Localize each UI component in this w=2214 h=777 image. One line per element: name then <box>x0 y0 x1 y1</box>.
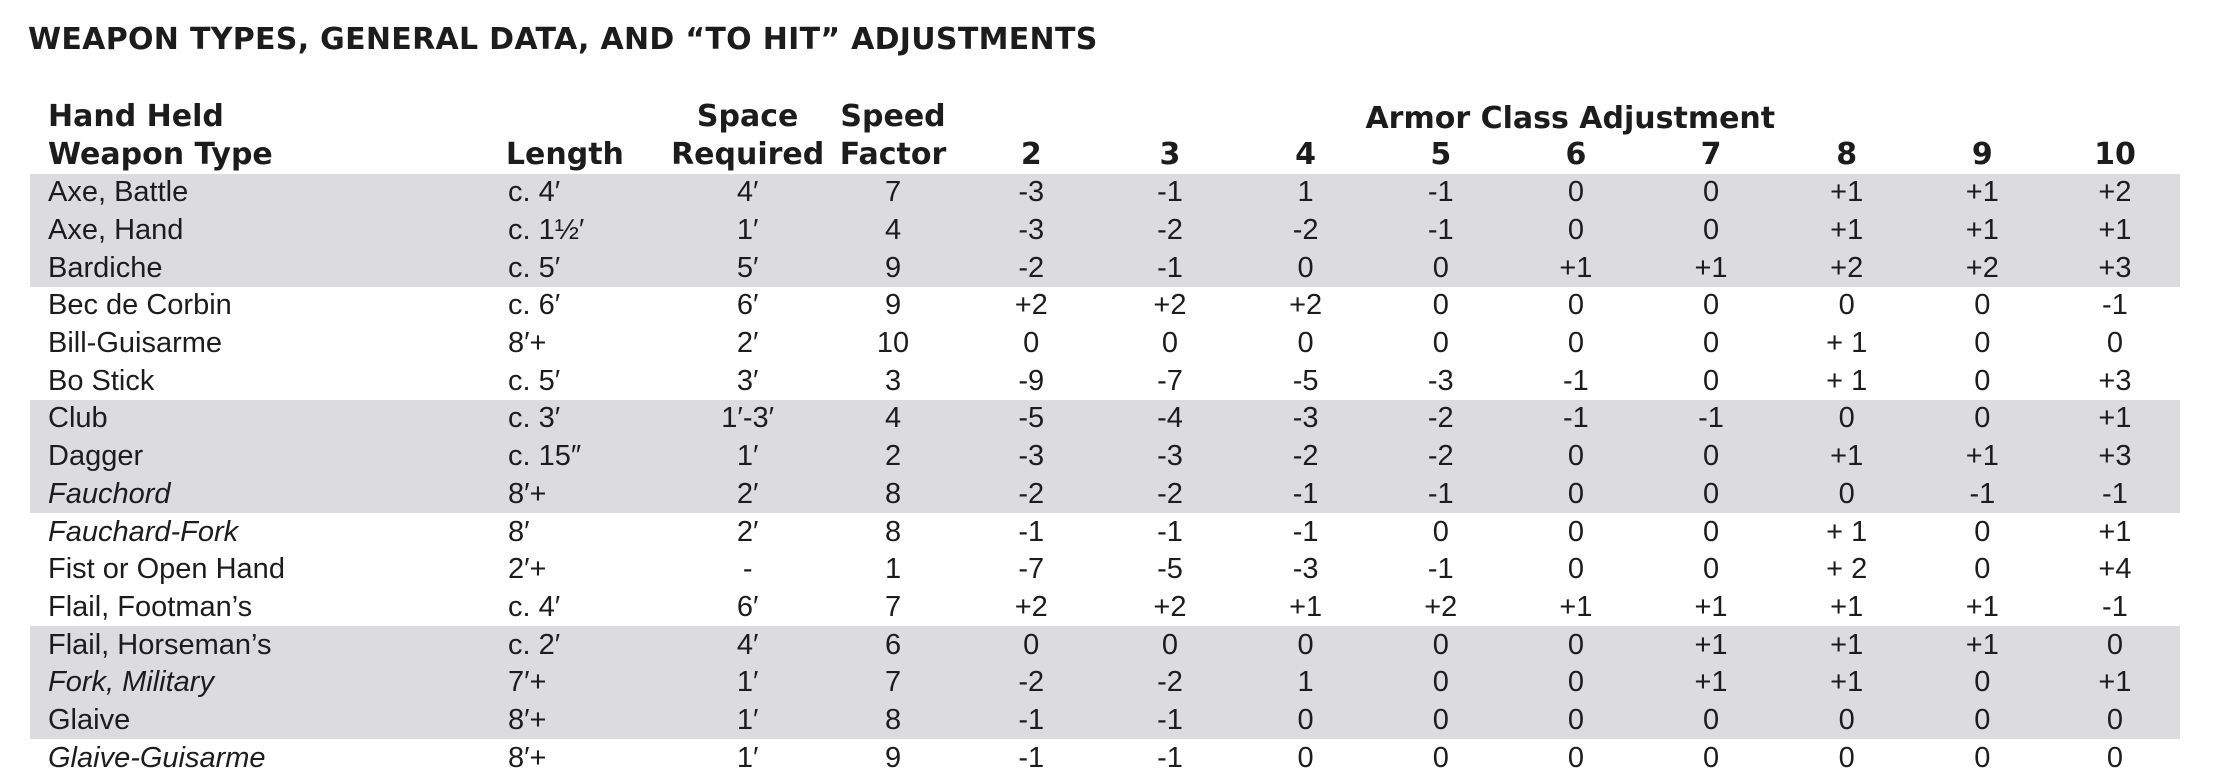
ac-adjustment-6: +1 <box>1559 590 1593 623</box>
weapon-speed: 9 <box>884 741 902 774</box>
ac-adjustment-5: 0 <box>1373 626 1508 664</box>
ac-adjustment-8: 0 <box>1779 476 1915 514</box>
ac-adjustment-10: -1 <box>2102 590 2128 623</box>
ac-adjustment-9: +1 <box>1915 174 2050 212</box>
weapon-length: c. 6′ <box>507 289 561 322</box>
ac-adjustment-6: 0 <box>1508 626 1643 664</box>
ac-adjustment-6: +1 <box>1508 249 1643 287</box>
ac-adjustment-8: +1 <box>1779 664 1915 702</box>
weapon-name: Fork, Military <box>30 664 460 702</box>
header-space-line2: Required <box>671 137 825 172</box>
ac-adjustment-5: 0 <box>1432 289 1449 322</box>
ac-adjustment-6: 0 <box>1508 664 1643 702</box>
weapon-speed: 9 <box>825 249 960 287</box>
table-row <box>30 400 2180 438</box>
ac-adjustment-3: -5 <box>1157 553 1183 586</box>
ac-adjustment-6: -1 <box>1508 400 1643 438</box>
ac-adjustment-8: + 1 <box>1826 515 1868 548</box>
weapon-length: 8′+ <box>460 476 670 514</box>
ac-adjustment-2: -2 <box>961 249 1102 287</box>
weapon-name: Bardiche <box>30 249 460 287</box>
ac-adjustment-8: 0 <box>1838 741 1855 774</box>
ac-adjustment-3: -1 <box>1102 702 1238 740</box>
weapon-space: 6′ <box>736 590 759 623</box>
ac-adjustment-9: 0 <box>1915 400 2050 438</box>
weapon-space: 6′ <box>736 289 759 322</box>
ac-adjustment-3: -7 <box>1157 364 1183 397</box>
header-ac-5: 5 <box>1430 137 1452 172</box>
ac-adjustment-7: +1 <box>1694 590 1728 623</box>
ac-adjustment-6: 0 <box>1567 289 1584 322</box>
ac-adjustment-5: 0 <box>1373 702 1508 740</box>
weapon-name: Flail, Footman’s <box>48 590 253 623</box>
weapon-space: 1′-3′ <box>670 400 826 438</box>
weapon-name: Flail, Horseman’s <box>30 626 460 664</box>
weapon-speed: 6 <box>825 626 960 664</box>
weapon-space: 5′ <box>670 249 826 287</box>
weapon-length: 2′+ <box>507 553 547 586</box>
ac-adjustment-4: 0 <box>1238 702 1373 740</box>
ac-adjustment-4: 0 <box>1297 741 1314 774</box>
weapon-length: c. 5′ <box>460 249 670 287</box>
ac-adjustment-7: 0 <box>1643 702 1778 740</box>
header-weapon-line1: Hand Held <box>48 99 224 134</box>
ac-adjustment-3: -2 <box>1102 476 1238 514</box>
ac-adjustment-10: -1 <box>2050 476 2180 514</box>
weapon-space: 4′ <box>670 174 826 212</box>
ac-adjustment-5: 0 <box>1432 327 1449 360</box>
weapon-length: 8′ <box>507 515 530 548</box>
ac-adjustment-5: -2 <box>1373 400 1508 438</box>
weapon-speed: 7 <box>825 174 960 212</box>
ac-adjustment-4: 1 <box>1238 174 1373 212</box>
ac-adjustment-2: -3 <box>961 174 1102 212</box>
ac-adjustment-6: 0 <box>1508 174 1643 212</box>
ac-adjustment-8: + 1 <box>1826 364 1868 397</box>
header-space-line1: Space <box>696 99 799 134</box>
weapon-length: 8′+ <box>507 741 547 774</box>
weapon-speed: 4 <box>825 400 960 438</box>
ac-adjustment-10: 0 <box>2106 741 2124 774</box>
weapon-speed: 8 <box>825 702 960 740</box>
weapon-length: 7′+ <box>460 664 670 702</box>
ac-adjustment-4: +1 <box>1289 590 1323 623</box>
ac-adjustment-4: -3 <box>1292 553 1319 586</box>
header-ac-7: 7 <box>1700 137 1722 172</box>
ac-adjustment-4: -2 <box>1238 212 1373 250</box>
ac-adjustment-8: +2 <box>1779 249 1915 287</box>
ac-adjustment-2: +2 <box>1014 590 1048 623</box>
weapon-length: c. 4′ <box>460 174 670 212</box>
table-row <box>30 362 2180 400</box>
ac-adjustment-6: -1 <box>1563 364 1589 397</box>
header-ac-10: 10 <box>2094 137 2136 172</box>
ac-adjustment-8: +1 <box>1779 174 1915 212</box>
weapon-speed: 8 <box>884 515 902 548</box>
ac-adjustment-4: -5 <box>1292 364 1319 397</box>
ac-adjustment-5: +2 <box>1424 590 1458 623</box>
ac-adjustment-6: 0 <box>1567 515 1584 548</box>
ac-adjustment-3: 0 <box>1161 327 1179 360</box>
ac-adjustment-4: 0 <box>1238 626 1373 664</box>
ac-adjustment-2: 0 <box>961 626 1102 664</box>
weapon-speed: 7 <box>884 590 902 623</box>
ac-adjustment-8: + 1 <box>1826 327 1868 360</box>
ac-adjustment-3: -1 <box>1102 174 1238 212</box>
page-title: WEAPON TYPES, GENERAL DATA, AND “TO HIT” ADJUSTMENTS <box>28 22 1098 57</box>
ac-adjustment-2: -1 <box>1018 515 1045 548</box>
ac-adjustment-4: 0 <box>1238 249 1373 287</box>
weapon-name: Axe, Hand <box>30 212 460 250</box>
header-weapon-line2: Weapon Type <box>48 137 273 172</box>
ac-adjustment-7: 0 <box>1643 174 1778 212</box>
ac-adjustment-6: 0 <box>1508 212 1643 250</box>
ac-adjustment-9: 0 <box>1974 515 1991 548</box>
weapon-speed: 8 <box>825 476 960 514</box>
ac-adjustment-9: 0 <box>1915 664 2050 702</box>
ac-adjustment-5: -2 <box>1373 438 1508 476</box>
table-row <box>30 589 2180 627</box>
header-ac-3: 3 <box>1159 137 1181 172</box>
ac-adjustment-6: 0 <box>1567 553 1584 586</box>
ac-adjustment-8: 0 <box>1779 400 1915 438</box>
header-ac-group: Armor Class Adjustment <box>1365 101 1776 136</box>
ac-adjustment-7: 0 <box>1702 327 1720 360</box>
ac-adjustment-7: 0 <box>1643 438 1778 476</box>
ac-adjustment-7: +1 <box>1643 249 1778 287</box>
table-header <box>30 98 2180 174</box>
header-speed-line2: Factor <box>839 137 947 172</box>
ac-adjustment-7: 0 <box>1643 212 1778 250</box>
weapon-name: Glaive-Guisarme <box>48 741 266 774</box>
table-row <box>30 212 2180 250</box>
table-row <box>30 287 2180 325</box>
weapon-space: 1′ <box>670 212 826 250</box>
ac-adjustment-10: +1 <box>2050 400 2180 438</box>
ac-adjustment-5: 0 <box>1432 515 1449 548</box>
weapon-speed: 4 <box>825 212 960 250</box>
table-row <box>30 438 2180 476</box>
ac-adjustment-9: +2 <box>1915 249 2050 287</box>
ac-adjustment-7: 0 <box>1702 553 1720 586</box>
ac-adjustment-5: -1 <box>1373 174 1508 212</box>
ac-adjustment-2: -7 <box>1018 553 1045 586</box>
ac-adjustment-10: +1 <box>2050 664 2180 702</box>
ac-adjustment-10: 0 <box>2050 702 2180 740</box>
weapon-name: Dagger <box>30 438 460 476</box>
weapon-name: Axe, Battle <box>30 174 460 212</box>
ac-adjustment-5: -3 <box>1427 364 1454 397</box>
ac-adjustment-9: 0 <box>1974 327 1991 360</box>
ac-adjustment-2: -2 <box>961 476 1102 514</box>
ac-adjustment-9: +1 <box>1915 212 2050 250</box>
ac-adjustment-10: -1 <box>2102 289 2128 322</box>
weapon-space: 1′ <box>670 702 826 740</box>
ac-adjustment-7: -1 <box>1643 400 1778 438</box>
weapon-name: Bill-Guisarme <box>48 327 223 360</box>
ac-adjustment-3: +2 <box>1153 289 1187 322</box>
ac-adjustment-4: -2 <box>1238 438 1373 476</box>
weapon-space: - <box>742 553 753 586</box>
ac-adjustment-9: 0 <box>1915 702 2050 740</box>
weapon-space: 2′ <box>736 327 759 360</box>
weapon-name: Glaive <box>30 702 460 740</box>
ac-adjustment-4: 0 <box>1297 327 1314 360</box>
weapon-length: c. 15″ <box>460 438 670 476</box>
ac-adjustment-9: 0 <box>1974 289 1991 322</box>
table-row <box>30 664 2180 702</box>
ac-adjustment-7: 0 <box>1702 741 1720 774</box>
weapon-length: 8′+ <box>460 702 670 740</box>
ac-adjustment-5: -1 <box>1373 476 1508 514</box>
weapon-length: c. 1½′ <box>460 212 670 250</box>
ac-adjustment-2: +2 <box>1014 289 1048 322</box>
ac-adjustment-5: 0 <box>1373 664 1508 702</box>
ac-adjustment-6: 0 <box>1567 741 1584 774</box>
header-ac-4: 4 <box>1295 137 1317 172</box>
weapon-space: 1′ <box>736 741 759 774</box>
ac-adjustment-9: +1 <box>1965 590 1999 623</box>
table-row <box>30 476 2180 514</box>
ac-adjustment-10: +3 <box>2098 364 2132 397</box>
ac-adjustment-4: 1 <box>1238 664 1373 702</box>
ac-adjustment-10: +3 <box>2050 249 2180 287</box>
ac-adjustment-3: -2 <box>1102 212 1238 250</box>
ac-adjustment-5: -1 <box>1427 553 1454 586</box>
weapon-length: 8′+ <box>507 327 547 360</box>
ac-adjustment-2: -5 <box>961 400 1102 438</box>
header-ac-8: 8 <box>1836 137 1858 172</box>
ac-adjustment-8: 0 <box>1779 702 1915 740</box>
ac-adjustment-8: +1 <box>1779 438 1915 476</box>
ac-adjustment-6: 0 <box>1567 327 1584 360</box>
ac-adjustment-2: 0 <box>1023 327 1040 360</box>
ac-adjustment-8: +1 <box>1779 626 1915 664</box>
weapon-length: c. 2′ <box>460 626 670 664</box>
ac-adjustment-10: +4 <box>2098 553 2132 586</box>
ac-adjustment-4: +2 <box>1289 289 1323 322</box>
weapon-speed: 9 <box>884 289 902 322</box>
ac-adjustment-9: -1 <box>1915 476 2050 514</box>
ac-adjustment-7: 0 <box>1702 289 1720 322</box>
weapon-name: Fist or Open Hand <box>48 553 285 586</box>
weapon-name: Club <box>30 400 460 438</box>
weapon-space: 1′ <box>670 664 826 702</box>
weapon-speed: 10 <box>876 327 910 360</box>
ac-adjustment-10: 0 <box>2106 327 2124 360</box>
weapon-table <box>30 98 2180 777</box>
ac-adjustment-2: -2 <box>961 664 1102 702</box>
weapon-name: Fauchard-Fork <box>48 515 239 548</box>
ac-adjustment-9: 0 <box>1974 741 1991 774</box>
ac-adjustment-8: +1 <box>1779 212 1915 250</box>
table-row <box>30 626 2180 664</box>
header-ac-9: 9 <box>1971 137 1993 172</box>
weapon-length: c. 4′ <box>507 590 561 623</box>
ac-adjustment-3: -3 <box>1102 438 1238 476</box>
weapon-name: Bo Stick <box>48 364 155 397</box>
weapon-speed: 2 <box>825 438 960 476</box>
weapon-name: Fauchord <box>30 476 460 514</box>
table-row <box>30 702 2180 740</box>
ac-adjustment-4: -1 <box>1238 476 1373 514</box>
ac-adjustment-2: -1 <box>961 702 1102 740</box>
ac-adjustment-9: +1 <box>1915 438 2050 476</box>
weapon-space: 2′ <box>736 515 759 548</box>
header-speed-line1: Speed <box>840 99 946 134</box>
ac-adjustment-6: 0 <box>1508 438 1643 476</box>
ac-adjustment-7: +1 <box>1643 664 1778 702</box>
ac-adjustment-8: + 2 <box>1826 553 1868 586</box>
ac-adjustment-9: +1 <box>1915 626 2050 664</box>
table-row <box>30 325 2180 363</box>
ac-adjustment-7: 0 <box>1702 364 1720 397</box>
weapon-name: Bec de Corbin <box>48 289 232 322</box>
header-length: Length <box>505 137 624 172</box>
table-row <box>30 739 2180 777</box>
ac-adjustment-4: -3 <box>1238 400 1373 438</box>
ac-adjustment-6: 0 <box>1508 702 1643 740</box>
ac-adjustment-3: +2 <box>1153 590 1187 623</box>
ac-adjustment-8: 0 <box>1838 289 1855 322</box>
ac-adjustment-9: 0 <box>1974 553 1991 586</box>
ac-adjustment-4: -1 <box>1292 515 1319 548</box>
ac-adjustment-7: 0 <box>1643 476 1778 514</box>
weapon-speed: 3 <box>884 364 902 397</box>
table-row <box>30 249 2180 287</box>
table-row <box>30 513 2180 551</box>
ac-adjustment-2: -9 <box>1018 364 1045 397</box>
ac-adjustment-10: +3 <box>2050 438 2180 476</box>
weapon-space: 1′ <box>670 438 826 476</box>
ac-adjustment-6: 0 <box>1508 476 1643 514</box>
ac-adjustment-3: -4 <box>1102 400 1238 438</box>
weapon-space: 4′ <box>670 626 826 664</box>
ac-adjustment-7: +1 <box>1643 626 1778 664</box>
ac-adjustment-10: +2 <box>2050 174 2180 212</box>
table-body <box>30 174 2180 777</box>
ac-adjustment-8: +1 <box>1830 590 1864 623</box>
ac-adjustment-2: -1 <box>1018 741 1045 774</box>
weapon-space: 3′ <box>736 364 759 397</box>
ac-adjustment-5: -1 <box>1373 212 1508 250</box>
ac-adjustment-5: 0 <box>1373 249 1508 287</box>
ac-adjustment-3: -1 <box>1157 741 1183 774</box>
weapon-speed: 7 <box>825 664 960 702</box>
ac-adjustment-2: -3 <box>961 438 1102 476</box>
table-row <box>30 551 2180 589</box>
header-ac-2: 2 <box>1020 137 1042 172</box>
ac-adjustment-5: 0 <box>1432 741 1449 774</box>
ac-adjustment-3: -1 <box>1102 249 1238 287</box>
weapon-speed: 1 <box>884 553 902 586</box>
weapon-length: c. 3′ <box>460 400 670 438</box>
table-row <box>30 174 2180 212</box>
ac-adjustment-2: -3 <box>961 212 1102 250</box>
header-ac-6: 6 <box>1565 137 1587 172</box>
ac-adjustment-10: +1 <box>2098 515 2132 548</box>
ac-adjustment-10: +1 <box>2050 212 2180 250</box>
ac-adjustment-3: -2 <box>1102 664 1238 702</box>
weapon-length: c. 5′ <box>507 364 561 397</box>
ac-adjustment-7: 0 <box>1702 515 1720 548</box>
weapon-space: 2′ <box>670 476 826 514</box>
ac-adjustment-3: 0 <box>1102 626 1238 664</box>
ac-adjustment-3: -1 <box>1157 515 1183 548</box>
ac-adjustment-10: 0 <box>2050 626 2180 664</box>
ac-adjustment-9: 0 <box>1974 364 1991 397</box>
